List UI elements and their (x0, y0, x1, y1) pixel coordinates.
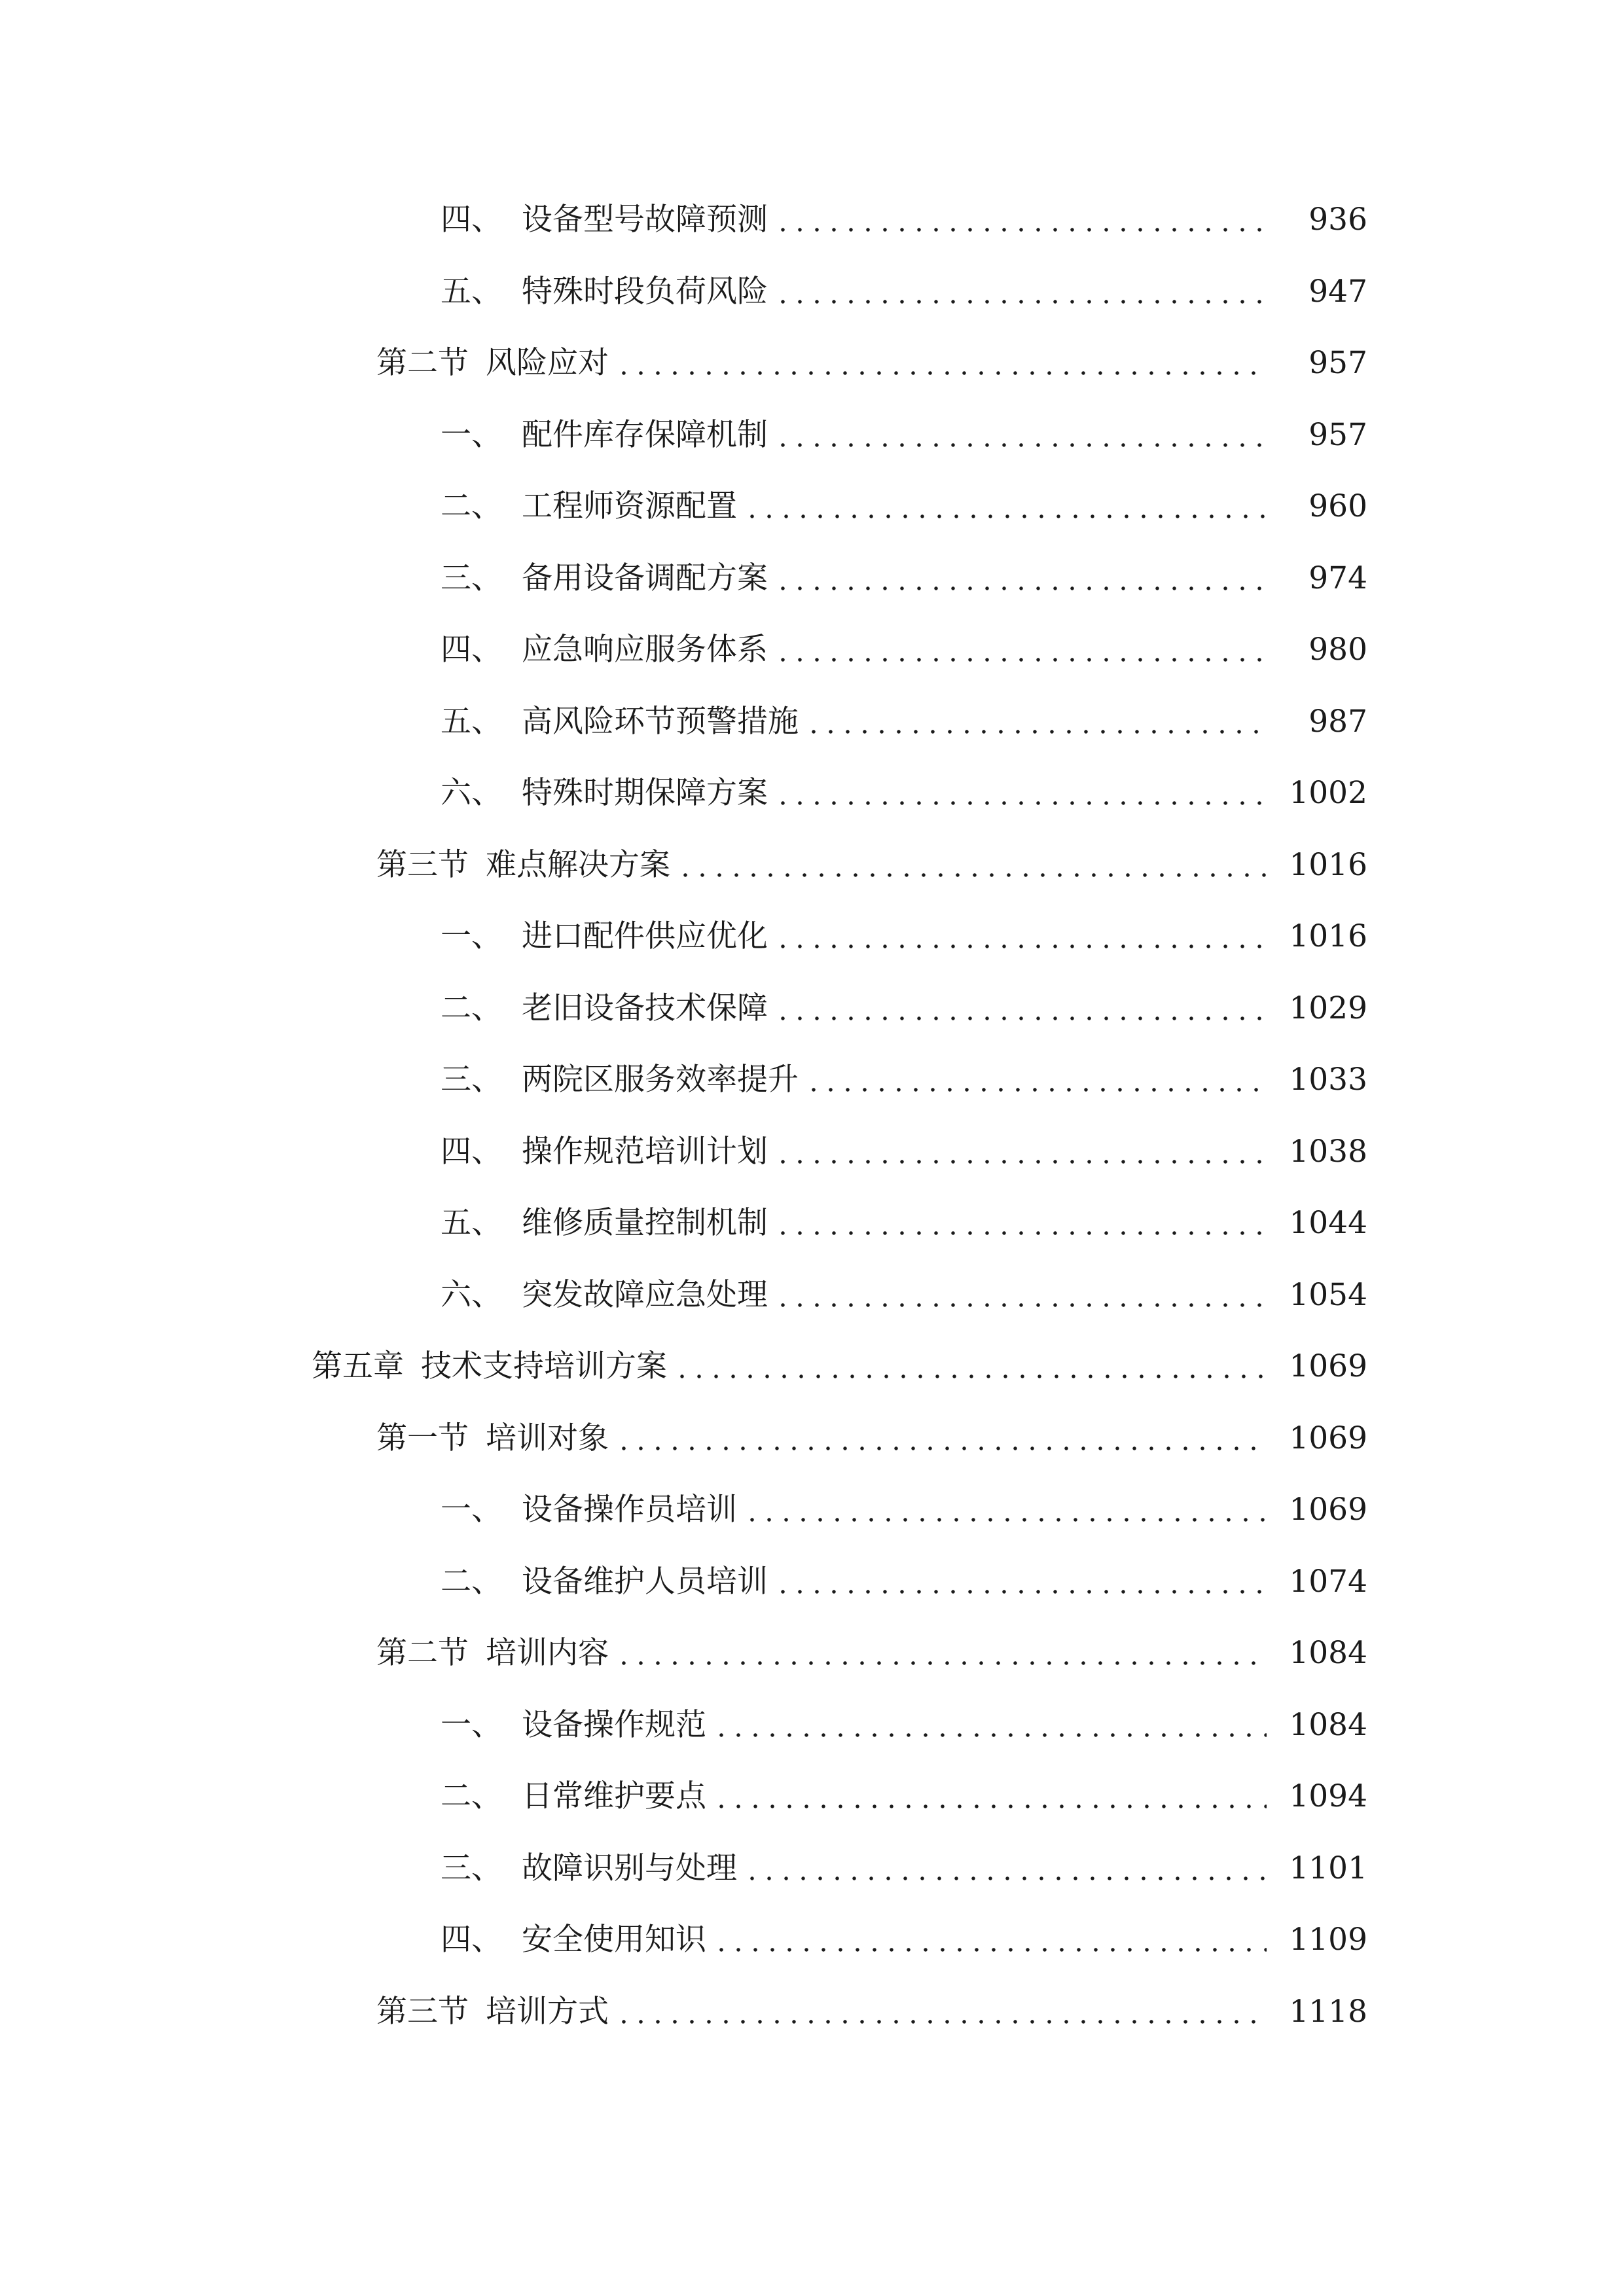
toc-entry-label: 二、 (441, 990, 502, 1026)
toc-entry-label: 六、 (441, 775, 502, 812)
toc-entry-page-number: 947 (1308, 273, 1367, 310)
toc-entry[interactable] (0, 1259, 1624, 1331)
toc-entry-title: 安全使用知识 (522, 1922, 706, 1958)
toc-entry[interactable] (0, 1116, 1624, 1188)
toc-entry[interactable] (0, 757, 1624, 829)
toc-entry-page-number: 1029 (1289, 990, 1367, 1026)
dot-leader (774, 778, 1267, 808)
dot-leader (774, 993, 1267, 1024)
dot-leader (713, 1710, 1267, 1740)
toc-entry-label: 三、 (441, 1850, 502, 1886)
toc-entry-label: 六、 (441, 1276, 502, 1313)
toc-entry[interactable] (0, 686, 1624, 758)
toc-entry-label: 第二节 (376, 1635, 469, 1672)
toc-entry[interactable] (0, 256, 1624, 328)
toc-entry-label: 第三节 (376, 1993, 469, 2030)
toc-entry-title: 设备维护人员培训 (522, 1563, 768, 1600)
toc-entry[interactable] (0, 1976, 1624, 2048)
toc-entry-page-number: 1038 (1289, 1133, 1367, 1170)
toc-entry-page-number: 1094 (1289, 1778, 1367, 1815)
toc-entry-title: 设备操作员培训 (522, 1492, 737, 1528)
toc-entry[interactable] (0, 1044, 1624, 1116)
toc-entry[interactable] (0, 543, 1624, 615)
toc-entry-label: 四、 (441, 1133, 502, 1170)
toc-entry-page-number: 974 (1308, 560, 1367, 596)
toc-entry-page-number: 1016 (1289, 846, 1367, 883)
toc-entry-label: 第一节 (376, 1420, 469, 1456)
dot-leader (774, 1566, 1267, 1597)
toc-entry-label: 第五章 (312, 1348, 404, 1385)
table-of-contents (0, 184, 1624, 2047)
toc-entry-page-number: 1069 (1289, 1492, 1367, 1528)
toc-entry-title: 工程师资源配置 (522, 488, 737, 525)
dot-leader (774, 1208, 1267, 1238)
toc-entry-page-number: 1069 (1289, 1420, 1367, 1456)
toc-entry[interactable] (0, 829, 1624, 901)
toc-entry-label: 二、 (441, 1778, 502, 1815)
toc-entry[interactable] (0, 1904, 1624, 1976)
dot-leader (774, 420, 1267, 450)
toc-entry-title: 维修质量控制机制 (522, 1205, 768, 1242)
toc-entry-title: 培训方式 (486, 1993, 609, 2030)
toc-entry-title: 技术支持培训方案 (421, 1348, 667, 1385)
dot-leader (774, 921, 1267, 952)
toc-entry-title: 设备型号故障预测 (522, 202, 768, 238)
dot-leader (615, 348, 1267, 378)
toc-entry-label: 二、 (441, 488, 502, 525)
toc-entry-title: 突发故障应急处理 (522, 1276, 768, 1313)
dot-leader (615, 1638, 1267, 1668)
toc-entry[interactable] (0, 327, 1624, 399)
toc-entry-page-number: 1084 (1289, 1706, 1367, 1743)
toc-entry-page-number: 960 (1308, 488, 1367, 525)
toc-entry-page-number: 1074 (1289, 1563, 1367, 1600)
toc-entry-label: 四、 (441, 1922, 502, 1958)
toc-entry[interactable] (0, 1403, 1624, 1475)
dot-leader (744, 1494, 1267, 1525)
toc-entry-label: 四、 (441, 632, 502, 668)
toc-entry[interactable] (0, 901, 1624, 973)
toc-entry-page-number: 1033 (1289, 1062, 1367, 1098)
toc-entry-title: 设备操作规范 (522, 1706, 706, 1743)
toc-entry-title: 培训内容 (486, 1635, 609, 1672)
toc-entry-label: 五、 (441, 1205, 502, 1242)
toc-entry-label: 一、 (441, 1706, 502, 1743)
toc-entry[interactable] (0, 1833, 1624, 1905)
toc-entry-label: 一、 (441, 1492, 502, 1528)
toc-entry-title: 备用设备调配方案 (522, 560, 768, 596)
toc-entry-title: 应急响应服务体系 (522, 632, 768, 668)
toc-entry-title: 特殊时段负荷风险 (522, 273, 768, 310)
toc-entry-page-number: 1109 (1289, 1922, 1367, 1958)
toc-entry-title: 难点解决方案 (486, 846, 670, 883)
toc-entry-label: 一、 (441, 416, 502, 453)
toc-entry-title: 日常维护要点 (522, 1778, 706, 1815)
toc-entry[interactable] (0, 1689, 1624, 1761)
toc-entry-label: 第二节 (376, 345, 469, 382)
toc-entry-title: 特殊时期保障方案 (522, 775, 768, 812)
toc-entry-page-number: 957 (1308, 345, 1367, 382)
dot-leader (805, 706, 1267, 737)
toc-entry-label: 五、 (441, 273, 502, 310)
toc-entry[interactable] (0, 1331, 1624, 1403)
toc-entry-title: 进口配件供应优化 (522, 918, 768, 955)
toc-entry-page-number: 1016 (1289, 918, 1367, 955)
toc-entry-page-number: 1069 (1289, 1348, 1367, 1385)
toc-entry[interactable] (0, 399, 1624, 471)
toc-entry-page-number: 987 (1308, 703, 1367, 740)
toc-entry-title: 两院区服务效率提升 (522, 1062, 799, 1098)
toc-entry-label: 二、 (441, 1563, 502, 1600)
dot-leader (805, 1064, 1267, 1095)
dot-leader (774, 634, 1267, 665)
dot-leader (615, 1996, 1267, 2027)
dot-leader (713, 1781, 1267, 1812)
toc-entry-page-number: 1054 (1289, 1276, 1367, 1313)
toc-entry-page-number: 1084 (1289, 1635, 1367, 1672)
toc-entry-title: 风险应对 (486, 345, 609, 382)
toc-entry-page-number: 1101 (1289, 1850, 1367, 1886)
dot-leader (674, 1351, 1267, 1382)
toc-entry-title: 培训对象 (486, 1420, 609, 1456)
toc-entry-label: 三、 (441, 1062, 502, 1098)
toc-entry-page-number: 980 (1308, 632, 1367, 668)
toc-entry[interactable] (0, 614, 1624, 686)
toc-entry-label: 五、 (441, 703, 502, 740)
toc-entry[interactable] (0, 184, 1624, 256)
toc-entry-title: 故障识别与处理 (522, 1850, 737, 1886)
dot-leader (615, 1423, 1267, 1454)
toc-entry[interactable] (0, 1187, 1624, 1259)
dot-leader (774, 204, 1267, 235)
toc-entry[interactable] (0, 471, 1624, 543)
dot-leader (774, 1136, 1267, 1167)
toc-entry-label: 四、 (441, 202, 502, 238)
dot-leader (774, 563, 1267, 594)
dot-leader (713, 1924, 1267, 1955)
toc-entry-title: 配件库存保障机制 (522, 416, 768, 453)
toc-entry-label: 三、 (441, 560, 502, 596)
toc-entry[interactable] (0, 1474, 1624, 1546)
toc-entry-page-number: 1044 (1289, 1205, 1367, 1242)
dot-leader (744, 1853, 1267, 1884)
toc-entry[interactable] (0, 1546, 1624, 1618)
dot-leader (744, 491, 1267, 522)
toc-entry-title: 高风险环节预警措施 (522, 703, 799, 740)
dot-leader (677, 850, 1267, 880)
toc-entry-page-number: 957 (1308, 416, 1367, 453)
toc-entry[interactable] (0, 1761, 1624, 1833)
toc-entry-page-number: 1002 (1289, 775, 1367, 812)
toc-entry-label: 一、 (441, 918, 502, 955)
toc-entry-title: 老旧设备技术保障 (522, 990, 768, 1026)
toc-entry-label: 第三节 (376, 846, 469, 883)
toc-entry-page-number: 1118 (1289, 1993, 1367, 2030)
toc-entry[interactable] (0, 1617, 1624, 1689)
toc-entry-page-number: 936 (1308, 202, 1367, 238)
dot-leader (774, 1280, 1267, 1310)
toc-entry[interactable] (0, 973, 1624, 1045)
dot-leader (774, 276, 1267, 307)
toc-entry-title: 操作规范培训计划 (522, 1133, 768, 1170)
